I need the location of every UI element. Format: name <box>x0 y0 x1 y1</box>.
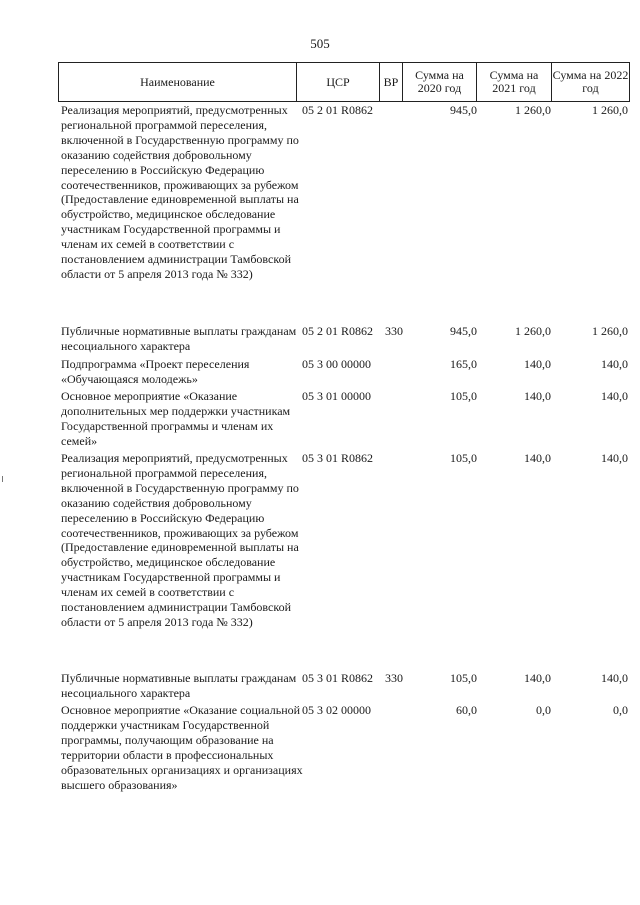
row-sum-2022: 140,0 <box>601 357 628 371</box>
row-sum-2020: 945,0 <box>450 324 477 338</box>
row-sum-2021: 1 260,0 <box>515 103 551 117</box>
row-sum-2022: 140,0 <box>601 671 628 685</box>
row-sum-2020: 105,0 <box>450 389 477 403</box>
row-vr: 330 <box>385 671 403 685</box>
row-sum-2022: 1 260,0 <box>592 103 628 117</box>
row-sum-2020: 945,0 <box>450 103 477 117</box>
header-sum-2022: Сумма на 2022 год <box>552 63 630 101</box>
row-name: Основное мероприятие «Оказание социальной поддержки участникам Государственной программы, получающим образование на территории области в профессиональных образовательных организациях и организациях высшего образования» <box>61 703 303 792</box>
row-sum-2021: 140,0 <box>524 671 551 685</box>
row-csr: 05 3 01 R0862 <box>302 451 374 465</box>
row-sum-2021: 1 260,0 <box>515 324 551 338</box>
row-name: Реализация мероприятий, предусмотренных региональной программой переселения, включенной в Государственную программу по оказанию содействия добровольному переселению в Российскую Федерацию соотечественников, проживающих за рубежом (Предоставление единовременной выплаты на обустройство, медицинское обследование участникам Государственной программы и членам их семей в соответствии с постановлением администрации Тамбовской области от 5 апреля 2013 года № 332) <box>61 451 299 629</box>
header-sum-2020: Сумма на 2020 год <box>403 63 477 101</box>
row-sum-2020: 105,0 <box>450 671 477 685</box>
row-name: Подпрограмма «Проект переселения «Обучающаяся молодежь» <box>61 357 250 386</box>
row-sum-2021: 0,0 <box>536 703 551 717</box>
row-sum-2020: 105,0 <box>450 451 477 465</box>
table-header <box>58 62 630 102</box>
row-csr: 05 2 01 R0862 <box>302 103 374 117</box>
row-sum-2022: 0,0 <box>613 703 628 717</box>
row-name: Публичные нормативные выплаты гражданам несоциального характера <box>61 324 297 353</box>
row-sum-2020: 165,0 <box>450 357 477 371</box>
header-vr: ВР <box>380 63 403 101</box>
row-sum-2021: 140,0 <box>524 357 551 371</box>
row-vr: 330 <box>385 324 403 338</box>
row-name: Основное мероприятие «Оказание дополнительных мер поддержки участникам Государственной программы и членам их семей» <box>61 389 291 448</box>
row-sum-2022: 140,0 <box>601 451 628 465</box>
row-sum-2021: 140,0 <box>524 389 551 403</box>
row-sum-2022: 140,0 <box>601 389 628 403</box>
header-sum-2021: Сумма на 2021 год <box>477 63 552 101</box>
row-csr: 05 3 01 00000 <box>302 389 371 403</box>
page-number: 505 <box>310 36 330 51</box>
scan-edge-mark <box>2 476 3 482</box>
row-csr: 05 2 01 R0862 <box>302 324 374 338</box>
row-name: Публичные нормативные выплаты гражданам несоциального характера <box>61 671 297 700</box>
row-csr: 05 3 01 R0862 <box>302 671 374 685</box>
row-csr: 05 3 00 00000 <box>302 357 371 371</box>
row-sum-2021: 140,0 <box>524 451 551 465</box>
header-csr: ЦСР <box>297 63 380 101</box>
row-sum-2020: 60,0 <box>456 703 477 717</box>
header-name: Наименование <box>58 63 297 101</box>
row-sum-2022: 1 260,0 <box>592 324 628 338</box>
row-name: Реализация мероприятий, предусмотренных региональной программой переселения, включенной в Государственную программу по оказанию содействия добровольному переселению в Российскую Федерацию соотечественников, проживающих за рубежом (Предоставление единовременной выплаты на обустройство, медицинское обследование участникам Государственной программы и членам их семей в соответствии с постановлением администрации Тамбовской области от 5 апреля 2013 года № 332) <box>61 103 299 281</box>
row-csr: 05 3 02 00000 <box>302 703 371 717</box>
